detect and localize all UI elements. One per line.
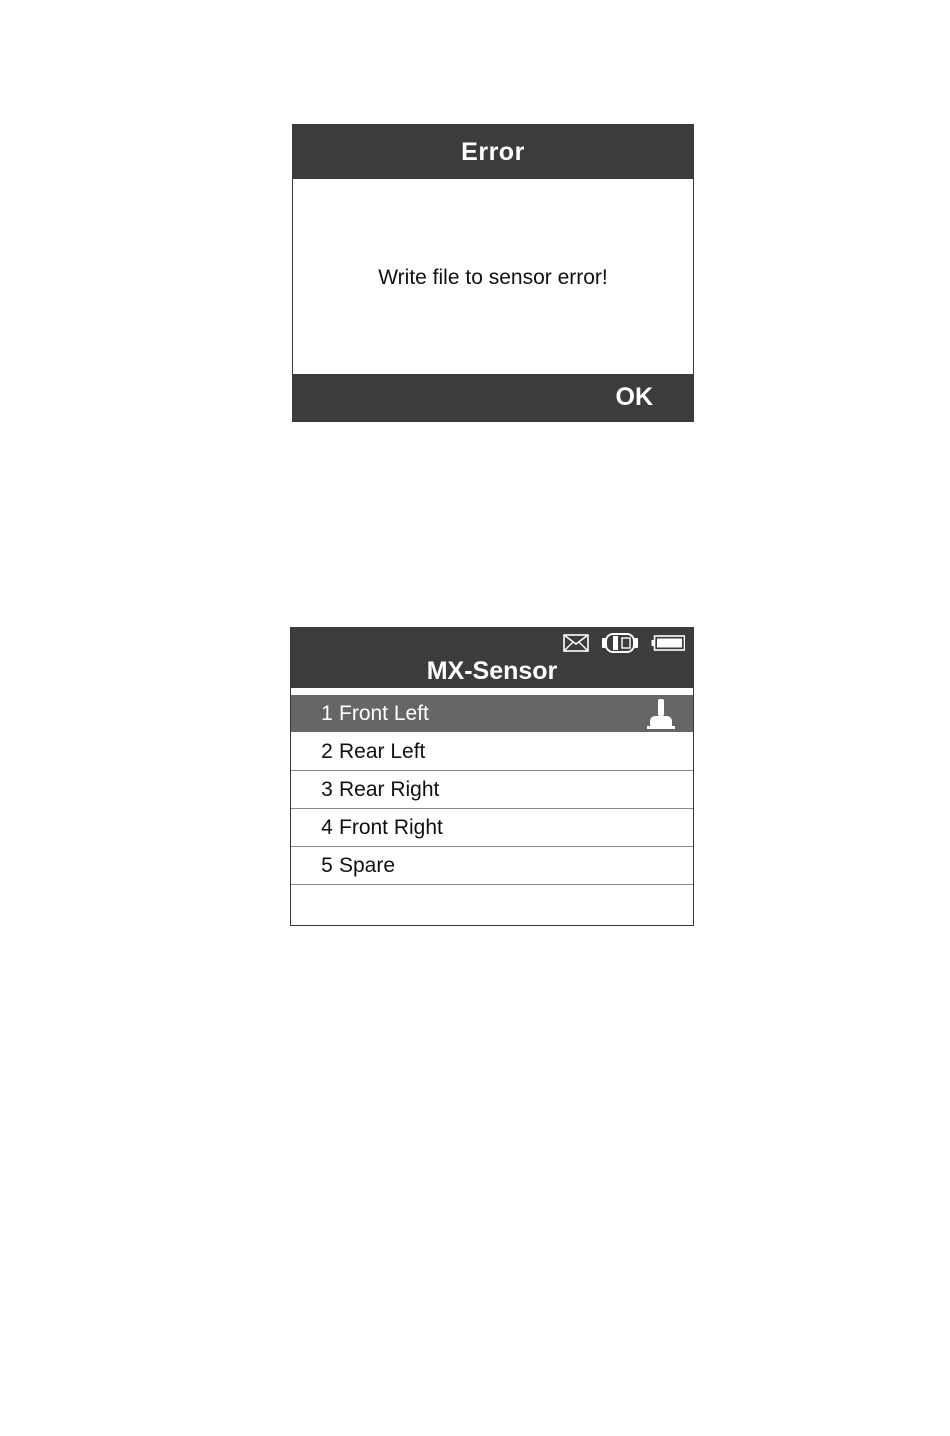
list-item-front-left[interactable] — [291, 695, 693, 733]
error-dialog-header — [293, 125, 693, 179]
error-dialog-title: Error — [461, 137, 525, 166]
item-number: 3 — [321, 777, 333, 801]
mx-sensor-screen — [290, 627, 694, 926]
status-bar — [563, 631, 685, 655]
mail-icon[interactable] — [563, 634, 589, 652]
item-label: Spare — [339, 853, 396, 877]
item-label: Rear Right — [339, 777, 440, 801]
ok-button[interactable]: OK — [615, 383, 653, 411]
error-dialog-footer — [293, 374, 693, 421]
error-dialog-body — [293, 179, 693, 376]
item-number: 4 — [321, 815, 333, 839]
list-item-rear-right[interactable] — [291, 771, 693, 809]
item-number: 2 — [321, 739, 333, 763]
header-divider — [291, 688, 693, 695]
item-label: Rear Left — [339, 739, 426, 763]
tire-sensor-icon — [647, 698, 675, 730]
item-number: 5 — [321, 853, 333, 877]
list-item-front-right[interactable] — [291, 809, 693, 847]
sensor-position-list — [291, 695, 693, 885]
error-dialog — [292, 124, 694, 422]
sensor-header — [291, 628, 693, 688]
vehicle-icon[interactable] — [601, 632, 639, 654]
error-message-text: Write file to sensor error! — [378, 265, 608, 289]
list-item-rear-left[interactable] — [291, 733, 693, 771]
list-item-spare[interactable] — [291, 847, 693, 885]
item-label: Front Right — [339, 815, 443, 839]
screen-title: MX-Sensor — [426, 657, 558, 685]
item-number: 1 — [321, 701, 333, 725]
item-label: Front Left — [339, 701, 429, 725]
battery-icon — [651, 635, 685, 651]
